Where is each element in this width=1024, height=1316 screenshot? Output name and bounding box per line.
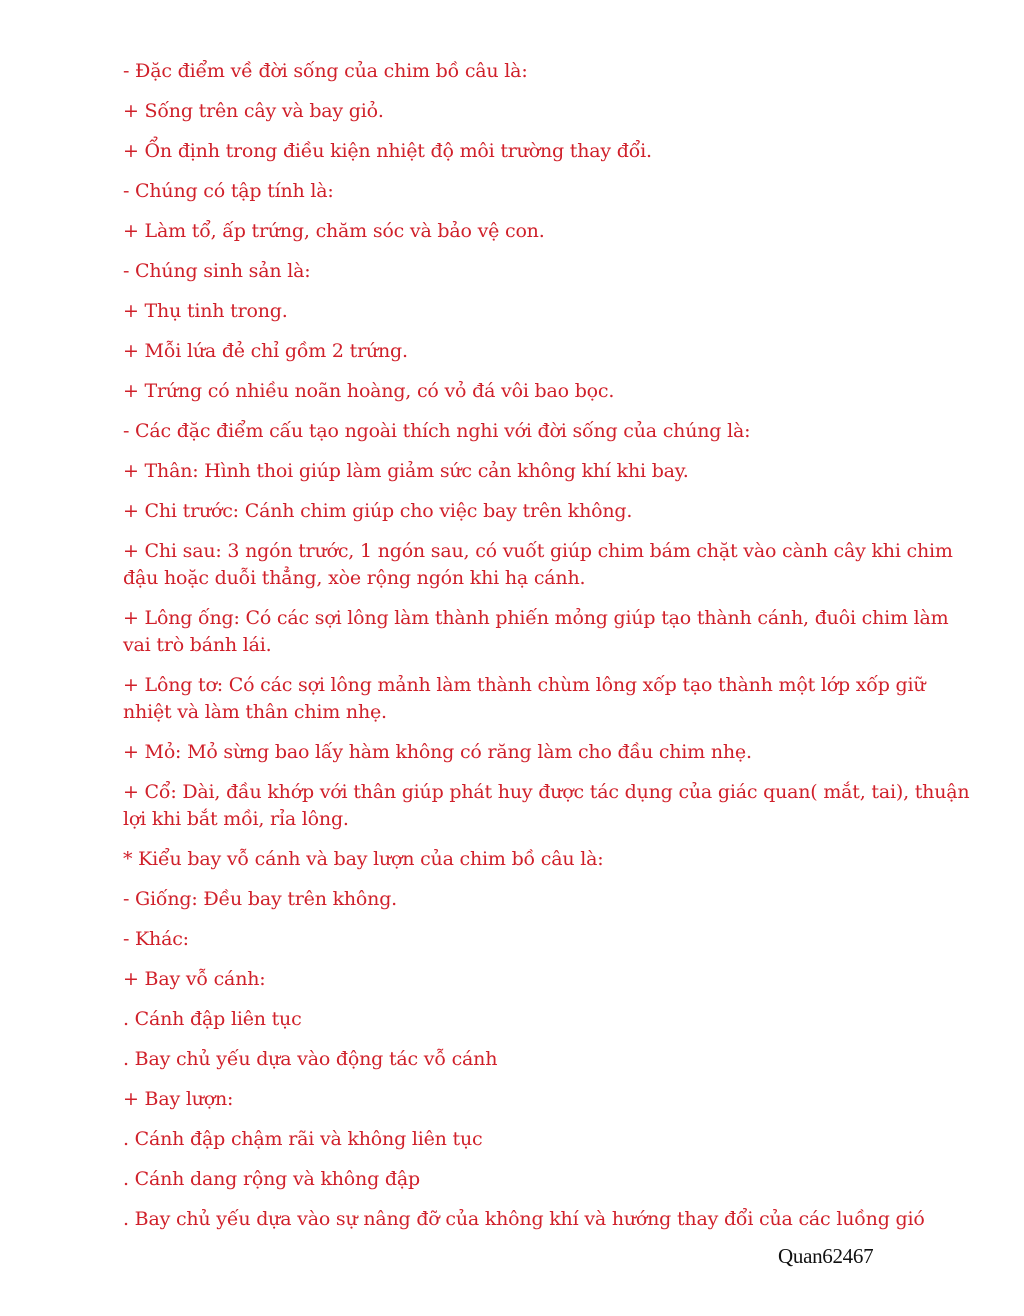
author-signature: Quan62467 [778, 1244, 874, 1268]
text-line: . Cánh dang rộng và không đập [123, 1168, 420, 1190]
text-line: + Cổ: Dài, đầu khớp với thân giúp phát huy được tác dụng của giác quan( mắt, tai), thuận lợi khi bắt mồi, rỉa lông. [123, 781, 970, 830]
text-line: + Chi sau: 3 ngón trước, 1 ngón sau, có vuốt giúp chim bám chặt vào cành cây khi chim đậu hoặc duỗi thẳng, xòe rộng ngón khi hạ cánh. [123, 540, 953, 589]
text-line: + Lông ống: Có các sợi lông làm thành phiến mỏng giúp tạo thành cánh, đuôi chim làm vai trò bánh lái. [123, 607, 949, 656]
text-line: + Ổn định trong điều kiện nhiệt độ môi trường thay đổi. [123, 140, 652, 162]
text-line: + Chi trước: Cánh chim giúp cho việc bay trên không. [123, 500, 633, 522]
text-line: * Kiểu bay vỗ cánh và bay lượn của chim bồ câu là: [123, 848, 604, 870]
text-line: + Bay lượn: [123, 1088, 234, 1110]
text-line: - Các đặc điểm cấu tạo ngoài thích nghi với đời sống của chúng là: [123, 420, 751, 442]
text-line: + Thân: Hình thoi giúp làm giảm sức cản không khí khi bay. [123, 460, 689, 482]
text-line: . Bay chủ yếu dựa vào động tác vỗ cánh [123, 1048, 498, 1070]
text-line: + Bay vỗ cánh: [123, 968, 266, 990]
text-line: - Đặc điểm về đời sống của chim bồ câu là: [123, 60, 528, 82]
document-body [123, 58, 973, 1246]
text-line: - Khác: [123, 928, 189, 950]
text-line: . Cánh đập chậm rãi và không liên tục [123, 1128, 483, 1150]
text-line: . Bay chủ yếu dựa vào sự nâng đỡ của không khí và hướng thay đổi của các luồng gió [123, 1208, 925, 1230]
text-line: - Chúng sinh sản là: [123, 260, 311, 282]
text-line: + Trứng có nhiều noãn hoàng, có vỏ đá vôi bao bọc. [123, 380, 615, 402]
text-line: + Mỏ: Mỏ sừng bao lấy hàm không có răng làm cho đầu chim nhẹ. [123, 741, 752, 763]
text-line: + Mỗi lứa đẻ chỉ gồm 2 trứng. [123, 340, 408, 362]
text-line: + Làm tổ, ấp trứng, chăm sóc và bảo vệ con. [123, 220, 545, 242]
text-line: - Giống: Đều bay trên không. [123, 888, 398, 910]
text-line: + Thụ tinh trong. [123, 300, 288, 322]
text-line: + Lông tơ: Có các sợi lông mảnh làm thành chùm lông xốp tạo thành một lớp xốp giữ nhiệt và làm thân chim nhẹ. [123, 674, 926, 723]
text-line: - Chúng có tập tính là: [123, 180, 334, 202]
text-line: + Sống trên cây và bay giỏ. [123, 100, 384, 122]
text-line: . Cánh đập liên tục [123, 1008, 302, 1030]
